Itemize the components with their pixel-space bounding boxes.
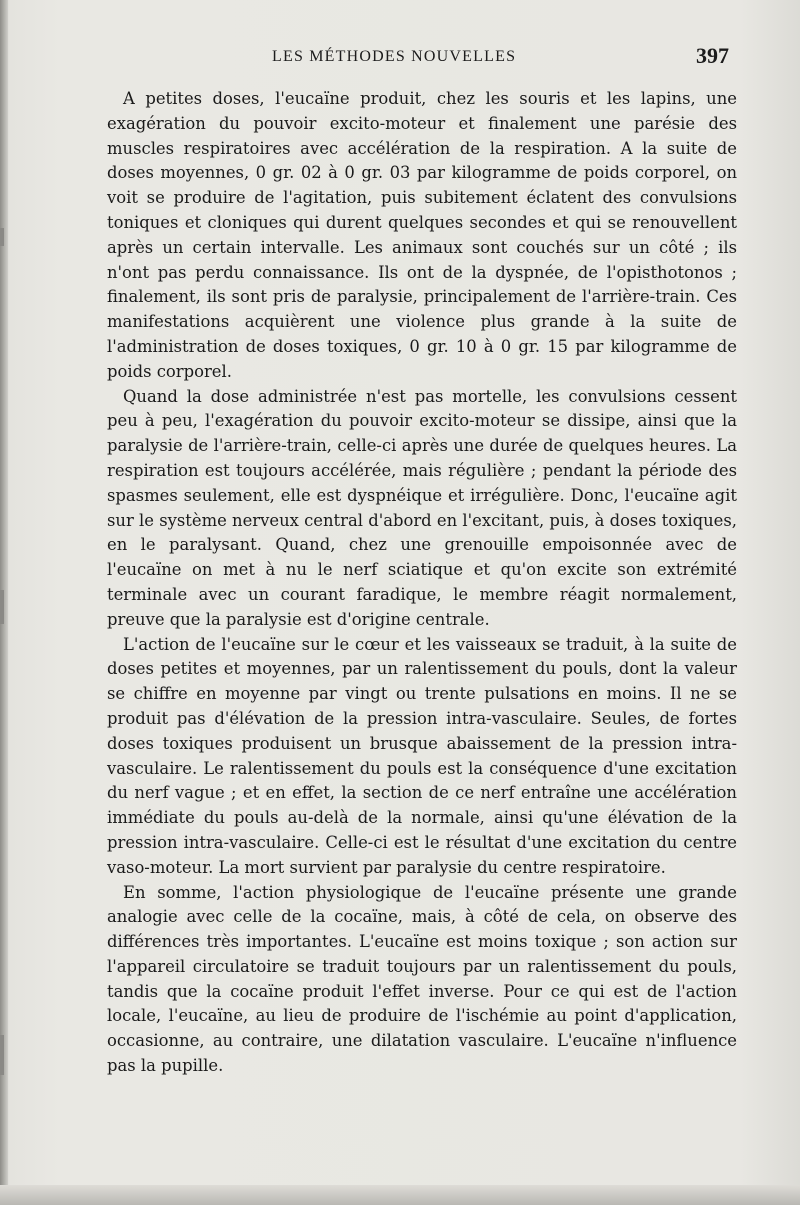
margin-mark bbox=[0, 590, 4, 624]
body-text bbox=[107, 87, 737, 1079]
paragraph-1: A petites doses, l'eucaïne produit, chez les souris et les lapins, une exagération du pouvoir excito-moteur et finalement une parésie des muscles respiratoires avec accélération de la respiration. A la suite de doses moyennes, 0 gr. 02 à 0 gr. 03 par kilogramme de poids corporel, on voit se produire de l'agitation, puis subitement éclatent des convulsions toniques et cloniques qui durent quelques secondes et qui se renouvellent après un certain intervalle. Les animaux sont couchés sur un côté ; ils n'ont pas perdu connaissance. Ils ont de la dyspnée, de l'opisthotonos ; finalement, ils sont pris de paralysie, principalement de l'arrière-train. Ces manifestations acquièrent une violence plus grande à la suite de l'administration de doses toxiques, 0 gr. 10 à 0 gr. 15 par kilogramme de poids corporel. bbox=[107, 89, 737, 381]
running-title: LES MÉTHODES NOUVELLES bbox=[272, 48, 517, 65]
paragraph-2: Quand la dose administrée n'est pas mortelle, les convulsions cessent peu à peu, l'exagération du pouvoir excito-moteur se dissipe, ainsi que la paralysie de l'arrière-train, celle-ci après une durée de quelques heures. La respiration est toujours accélérée, mais régulière ; pendant la période des spasmes seulement, elle est dyspnéique et irrégulière. Donc, l'eucaïne agit sur le système nerveux central d'abord en l'excitant, puis, à doses toxiques, en le paralysant. Quand, chez une grenouille empoisonnée avec de l'eucaïne on met à nu le nerf sciatique et qu'on excite son extrémité terminale avec un courant faradique, le membre réagit normalement, preuve que la paralysie est d'origine centrale. bbox=[107, 386, 737, 629]
margin-mark bbox=[0, 228, 4, 246]
page-number: 397 bbox=[696, 43, 729, 68]
paragraph-3: L'action de l'eucaïne sur le cœur et les vaisseaux se traduit, à la suite de doses petites et moyennes, par un ralentissement du pouls, dont la valeur se chiffre en moyenne par vingt ou trente pulsations en moins. Il ne se produit pas d'élévation de la pression intra-vasculaire. Seules, de fortes doses toxiques produisent un brusque abaissement de la pression intra-vasculaire. Le ralentissement du pouls est la conséquence d'une excitation du nerf vague ; et en effet, la section de ce nerf entraîne une accélération immédiate du pouls au-delà de la normale, ainsi qu'une élévation de la pression intra-vasculaire. Celle-ci est le résultat d'une excitation du centre vaso-moteur. La mort survient par paralysie du centre respiratoire. bbox=[107, 634, 737, 877]
page-bottom-edge bbox=[0, 1185, 800, 1205]
margin-mark bbox=[0, 1035, 4, 1075]
paragraph-4: En somme, l'action physiologique de l'eucaïne présente une grande analogie avec celle de la cocaïne, mais, à côté de cela, on observe des différences très importantes. L'eucaïne est moins toxique ; son action sur l'appareil circulatoire se traduit toujours par un ralentissement du pouls, tandis que la cocaïne produit l'effet inverse. Pour ce qui est de l'action locale, l'eucaïne, au lieu de produire de l'ischémie au point d'application, occasionne, au contraire, une dilatation vasculaire. L'eucaïne n'influence pas la pupille. bbox=[107, 882, 737, 1076]
running-head bbox=[0, 42, 800, 76]
